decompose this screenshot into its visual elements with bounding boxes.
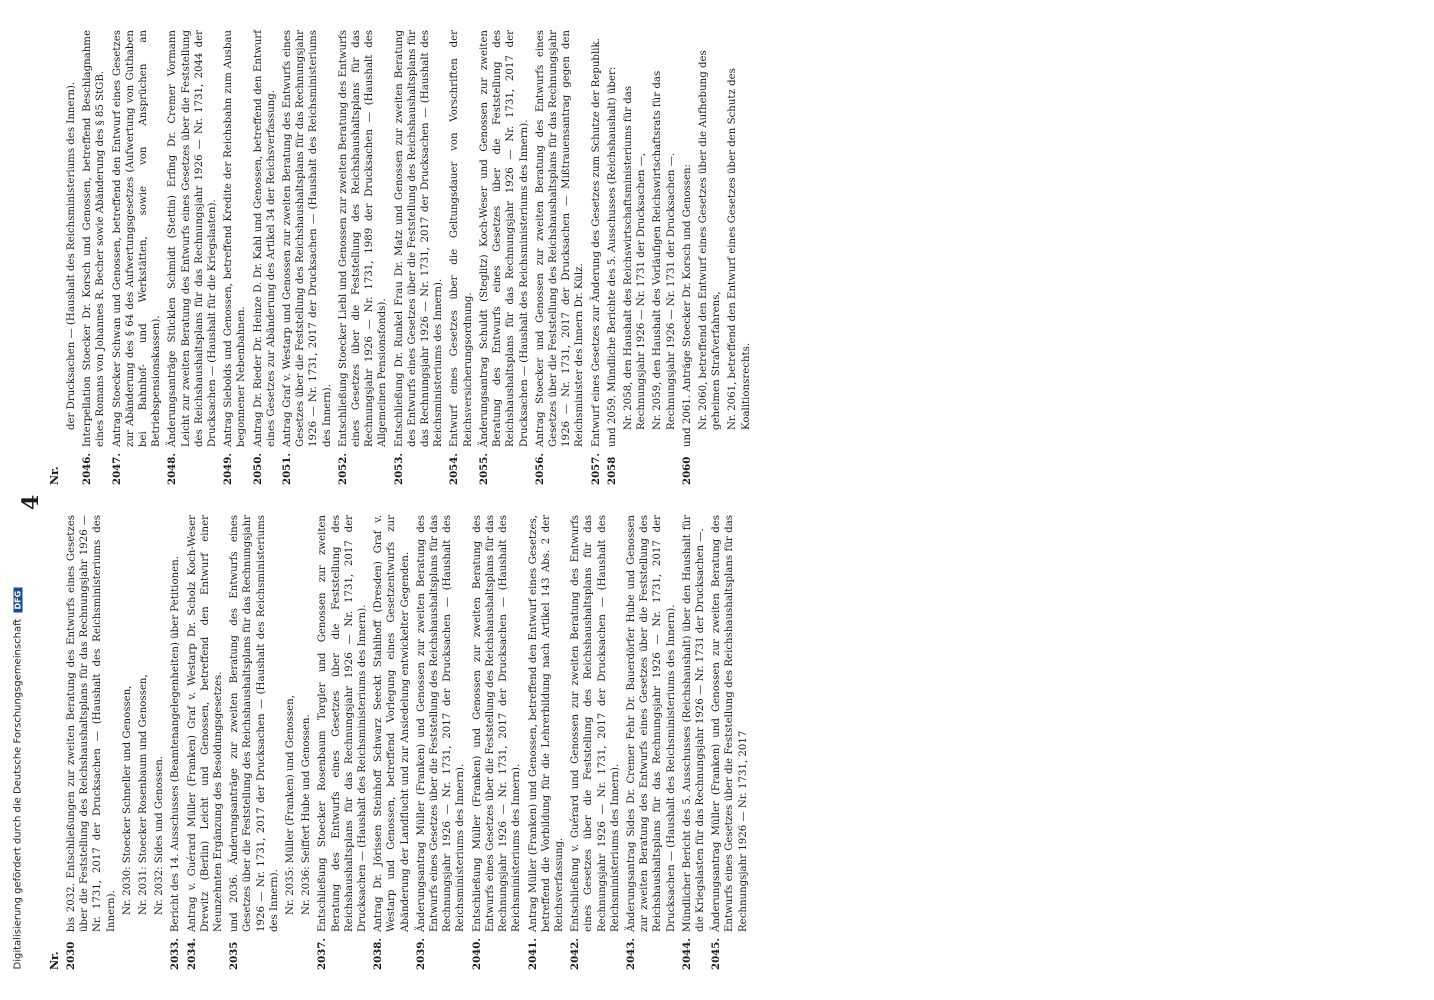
document-entry xyxy=(697,30,723,485)
entry-text: Antrag Dr. Jörissen Steinhoff Schwarz Seeckt Stahlhoff (Dresden) Graf v. Westarp und Genossen, betreffend Vorlegung eines Gesetzentwurfs zur Abänderung der Landflucht und zur Ansiedelung entwickelter Gegenden. xyxy=(373,515,411,932)
document-entry xyxy=(651,30,677,485)
entry-number: 2037. xyxy=(316,938,329,970)
right-column xyxy=(48,30,756,485)
entry-text: Nr. 2036: Seiffert Hube und Genossen. xyxy=(301,714,313,915)
document-entry xyxy=(153,515,166,970)
entry-text: Entschließung Stoecker Liebl und Genossen zur zweiten Beratung des Entwurfs eines Gesetzes über die Feststellung des Reichshaushaltsplans für das Rechnungsjahr 1926 — Nr. 1731, 1989 der Drucksachen — (Haushalt des Allgemeinen Pensionsfonds). xyxy=(337,30,389,447)
document-entry xyxy=(471,515,524,970)
entry-number: 2056. xyxy=(533,453,546,485)
document-entry xyxy=(448,30,474,485)
left-entries xyxy=(65,515,750,970)
entry-number: 2030 xyxy=(65,941,77,970)
document-entry xyxy=(590,30,603,485)
left-column xyxy=(48,515,753,970)
entry-text: Antrag Müller (Franken) und Genossen, betreffend den Entwurf eines Gesetzes, betreffend die Vorbildung für die Lehrerbildung nach Artikel 143 Abs. 2 der Reichsverfassung. xyxy=(527,515,565,932)
entry-number: 2058 xyxy=(605,456,618,485)
entry-text: Interpellation Stoecker Dr. Korsch und Genossen, betreffend Beschlagnahme eines Romans von Johannes R. Becher sowie Abänderung des § 85 StGB. xyxy=(82,30,107,447)
document-entry xyxy=(284,515,297,970)
entry-number: 2047. xyxy=(110,453,123,485)
entry-text: der Drucksachen — (Haushalt des Reichsministeriums des Innern). xyxy=(66,81,77,430)
entry-number: 2046. xyxy=(81,453,94,485)
entry-number: 2051. xyxy=(281,453,294,485)
entry-text: Antrag Graf v. Westarp und Genossen zur zweiten Beratung des Entwurfs eines Gesetzes über die Feststellung des Reichshaushaltsplans für das Rechnungsjahr 1926 — Nr. 1731, 2017 der Drucksachen — (Haushalt des Reichsministeriums des Innern). xyxy=(282,30,333,447)
entry-text: Entschließung Dr. Runkel Frau Dr. Matz und Genossen zur zweiten Beratung des Entwurfs eines Gesetzes über die Feststellung des Reichshaushaltsplans für das Rechnungsjahr 1926 — Nr. 1731, 2017 der Drucksachen — (Haushalt des Reichsministeriums des Innern). xyxy=(393,30,445,447)
document-entry xyxy=(372,515,412,970)
entry-number: 2052. xyxy=(336,453,349,485)
credit-text: Digitalisierung gefördert durch die Deutsche Forschungsgemeinschaft xyxy=(12,618,24,970)
entry-text: Änderungsantrag Müller (Franken) und Genossen zur zweiten Beratung des Entwurfs eines Gesetzes über die Feststellung des Reichshaushaltsplans für das Rechnungsjahr 1926 — Nr. 1731, 2017 der Drucksachen — (Haushalt des Reichsministeriums des Innern). xyxy=(415,515,467,932)
digitization-credit xyxy=(13,18,24,970)
document-entry xyxy=(166,30,219,485)
entry-text: Entschließung v. Guérard und Genossen zur zweiten Beratung des Entwurfs eines Gesetzes über die Feststellung des Reichshaushaltsplans für das Rechnungsjahr 1926 — Nr. 1731, 2017 der Drucksachen — (Haushalt des Reichsministeriums des Innern). xyxy=(570,515,621,932)
entry-text: Nr. 2061, betreffend den Entwurf eines Gesetzes über den Schutz des Koalitionsrechts. xyxy=(727,68,752,430)
document-entry xyxy=(81,30,107,485)
entry-text: Entschließung Stoecker Rosenbaum Torgler und Genossen zur zweiten Beratung des Entwurfs eines Gesetzes über die Feststellung des Reichshaushaltsplans für das Rechnungsjahr 1926 — Nr. 1731, 2017 der Drucksachen — (Haushalt des Reichsministeriums des Innern). xyxy=(317,515,369,932)
document-entry xyxy=(726,30,752,485)
entry-text: Antrag Stoecker Schwan und Genossen, betreffend den Entwurf eines Gesetzes zur Abänderung des § 64 des Aufwertungsgesetzes (Aufwertung von Guthaben bei Bahnhof- und Werkstätten, sowie von Ansprüchen an Betriebspensionskassen). xyxy=(111,30,163,447)
entry-number: 2039. xyxy=(414,938,427,970)
entry-text: und 2059. Mündliche Berichte des 5. Ausschusses (Reichshaushalt) über: xyxy=(606,66,618,447)
document-entry xyxy=(281,30,334,485)
entry-number: 2035 xyxy=(228,941,241,970)
document-entry xyxy=(300,515,313,970)
document-entry xyxy=(681,515,707,970)
entry-number: 2041. xyxy=(526,938,539,970)
document-entry xyxy=(681,30,694,485)
entry-text: Entwurf eines Gesetzes zur Änderung des Gesetzes zum Schutze der Republik. xyxy=(590,38,602,447)
document-entry xyxy=(569,515,622,970)
document-entry xyxy=(534,30,587,485)
entry-number: 2050. xyxy=(251,453,264,485)
entry-text: Nr. 2031: Stoecker Rosenbaum und Genossen, xyxy=(138,674,150,915)
entry-number: 2043. xyxy=(624,938,637,970)
entry-text: Änderungsantrag Müller (Franken) und Genossen zur zweiten Beratung des Entwurfs eines Gesetzes über die Feststellung des Reichshaushaltsplans für das Rechnungsjahr 1926 — Nr. 1731, 2017 xyxy=(711,515,749,932)
document-entry xyxy=(186,515,226,970)
document-entry xyxy=(252,30,278,485)
entry-number: 2044. xyxy=(680,938,693,970)
entry-text: Antrag v. Guérard Müller (Franken) Graf v. Westarp Dr. Scholz Koch-Weser Drewitz (Berlin) Leicht und Genossen, betreffend den Entwurf einer Neunzehnten Ergänzung des Besoldungsgesetzes. xyxy=(186,515,225,932)
entry-number: 2048. xyxy=(166,453,179,485)
entry-text: Bericht des 14. Ausschusses (Beamtenangelegenheiten) über Petitionen. xyxy=(170,556,182,932)
entry-text: Änderungsantrag Schuldt (Steglitz) Koch-Weser und Genossen zur zweiten Beratung des Entwurfs eines Gesetzes über die Feststellung des Reichshaushaltsplans für das Rechnungsjahr 1926 — Nr. 1731, 2017 der Drucksachen — (Haushalt des Reichsministeriums des Innern). xyxy=(478,30,530,447)
entry-number: 2045. xyxy=(710,938,723,970)
entry-text: Antrag Dr. Rieder Dr. Heinze D. Dr. Kahl und Genossen, betreffend den Entwurf eines Gesetzes zur Abänderung des Artikel 34 der Reichsverfassung. xyxy=(252,30,277,447)
document-entry xyxy=(393,30,446,485)
entry-number: 2034. xyxy=(185,938,198,970)
entry-text: Nr. 2032: Sides und Genossen. xyxy=(154,755,166,915)
document-entry xyxy=(111,30,164,485)
document-entry xyxy=(137,515,150,970)
document-entry xyxy=(478,30,531,485)
dfg-logo: DFG xyxy=(14,588,23,613)
document-entry xyxy=(121,515,134,970)
entry-text: Antrag Siebolds und Genossen, betreffend Kredite der Reichsbahn zum Ausbau begonnener Nebenbahnen. xyxy=(223,30,248,447)
entry-text: Entschließung Müller (Franken) und Genossen zur zweiten Beratung des Entwurfs eines Gesetzes über die Feststellung des Reichshaushaltsplans für das Rechnungsjahr 1926 — Nr. 1731, 2017 der Drucksachen — (Haushalt des Reichsministeriums des Innern). xyxy=(471,515,523,932)
entry-text: und 2036. Änderungsanträge zur zweiten Beratung des Entwurfs eines Gesetzes über die Feststellung des Reichshaushaltsplans für das Rechnungsjahr 1926 — Nr. 1731, 2017 der Drucksachen — (Haushalt des Reichsministeriums des Innern). xyxy=(229,515,280,932)
entry-number: 2060 xyxy=(680,456,693,485)
entry-number: 2054. xyxy=(448,453,461,485)
document-entry xyxy=(222,30,248,485)
left-column-header: Nr. xyxy=(48,951,61,970)
document-entry xyxy=(169,515,182,970)
document-entry xyxy=(622,30,648,485)
document-entry xyxy=(527,515,567,970)
entry-text: Nr. 2030: Stoecker Schneller und Genossen, xyxy=(121,685,133,915)
entry-number: 2055. xyxy=(477,453,490,485)
entry-number: 2053. xyxy=(392,453,405,485)
entry-text: Nr. 2058, den Haushalt des Reichswirtschaftsministeriums für das Rechnungsjahr 1926 — Nr. 1731 der Drucksachen —, xyxy=(622,85,648,430)
document-entry xyxy=(606,30,619,485)
entry-text: Mündlicher Bericht des 5. Ausschusses (Reichshaushalt) über den Haushalt für die Kriegslasten für das Rechnungsjahr 1926 — Nr. 1731 der Drucksachen —. xyxy=(681,515,706,932)
entry-text: Entwurf eines Gesetzes über die Geltungsdauer von Vorschriften der Reichsversicherungsordnung. xyxy=(449,30,474,447)
entry-text: bis 2032. Entschließungen zur zweiten Beratung des Entwurfs eines Gesetzes über die Feststellung des Reichshaushaltsplans für das Rechnungsjahr 1926 — Nr. 1731, 2017 der Drucksachen — (Haushalt des Reichsministeriums des Innern). xyxy=(66,515,117,932)
right-column-header: Nr. xyxy=(48,466,61,485)
entry-text: Nr. 2035: Müller (Franken) und Genossen, xyxy=(285,695,297,915)
entry-text: Nr. 2059, den Haushalt des Vorläufigen Reichswirtschaftsrats für das Rechnungsjahr 1926 — Nr. 1731 der Drucksachen —. xyxy=(652,70,677,430)
entry-text: Änderungsanträge Stücklen Schmidt (Stettin) Erfing Dr. Cremer Vormann Leicht zur zweiten Beratung des Entwurfs eines Gesetzes über die Feststellung des Reichshaushaltsplans für das Rechnungsjahr 1926 — Nr. 1731, 2044 der Drucksachen — (Haushalt für die Kriegslasten). xyxy=(167,30,219,447)
document-entry xyxy=(65,515,118,970)
entry-number: 2057. xyxy=(589,453,602,485)
document-entry xyxy=(228,515,281,970)
document-entry xyxy=(65,30,78,485)
entry-number: 2033. xyxy=(169,938,182,970)
entry-text: Antrag Stoecker und Genossen zur zweiten Beratung des Entwurfs eines Gesetzes über die Feststellung des Reichshaushaltsplans für das Rechnungsjahr 1926 — Nr. 1731, 2017 der Drucksachen — Mißtrauensantrag gegen den Reichsminister des Innern Dr. Külz. xyxy=(534,30,586,447)
document-entry xyxy=(337,30,390,485)
entry-number: 2049. xyxy=(222,453,235,485)
entry-text: Änderungsantrag Sides Dr. Cremer Fehr Dr. Bauerdörfer Hube und Genossen zur zweiten Beratung des Entwurfs eines Gesetzes über die Feststellung des Reichshaushaltsplans für das Rechnungsjahr 1926 — Nr. 1731, 2017 der Drucksachen — (Haushalt des Reichsministeriums des Innern). xyxy=(625,515,677,932)
entry-text: Nr. 2060, betreffend den Entwurf eines Gesetzes über die Aufhebung des geheimen Strafverfahrens, xyxy=(697,50,723,430)
right-entries xyxy=(65,30,753,485)
entry-number: 2042. xyxy=(569,938,582,970)
document-entry xyxy=(710,515,750,970)
document-entry xyxy=(316,515,369,970)
page-number: 4 xyxy=(18,494,44,510)
document-entry xyxy=(625,515,678,970)
entry-number: 2038. xyxy=(372,938,385,970)
document-entry xyxy=(415,515,468,970)
entry-text: und 2061. Anträge Stoecker Dr. Korsch und Genossen: xyxy=(681,164,693,447)
entry-number: 2040. xyxy=(470,938,483,970)
